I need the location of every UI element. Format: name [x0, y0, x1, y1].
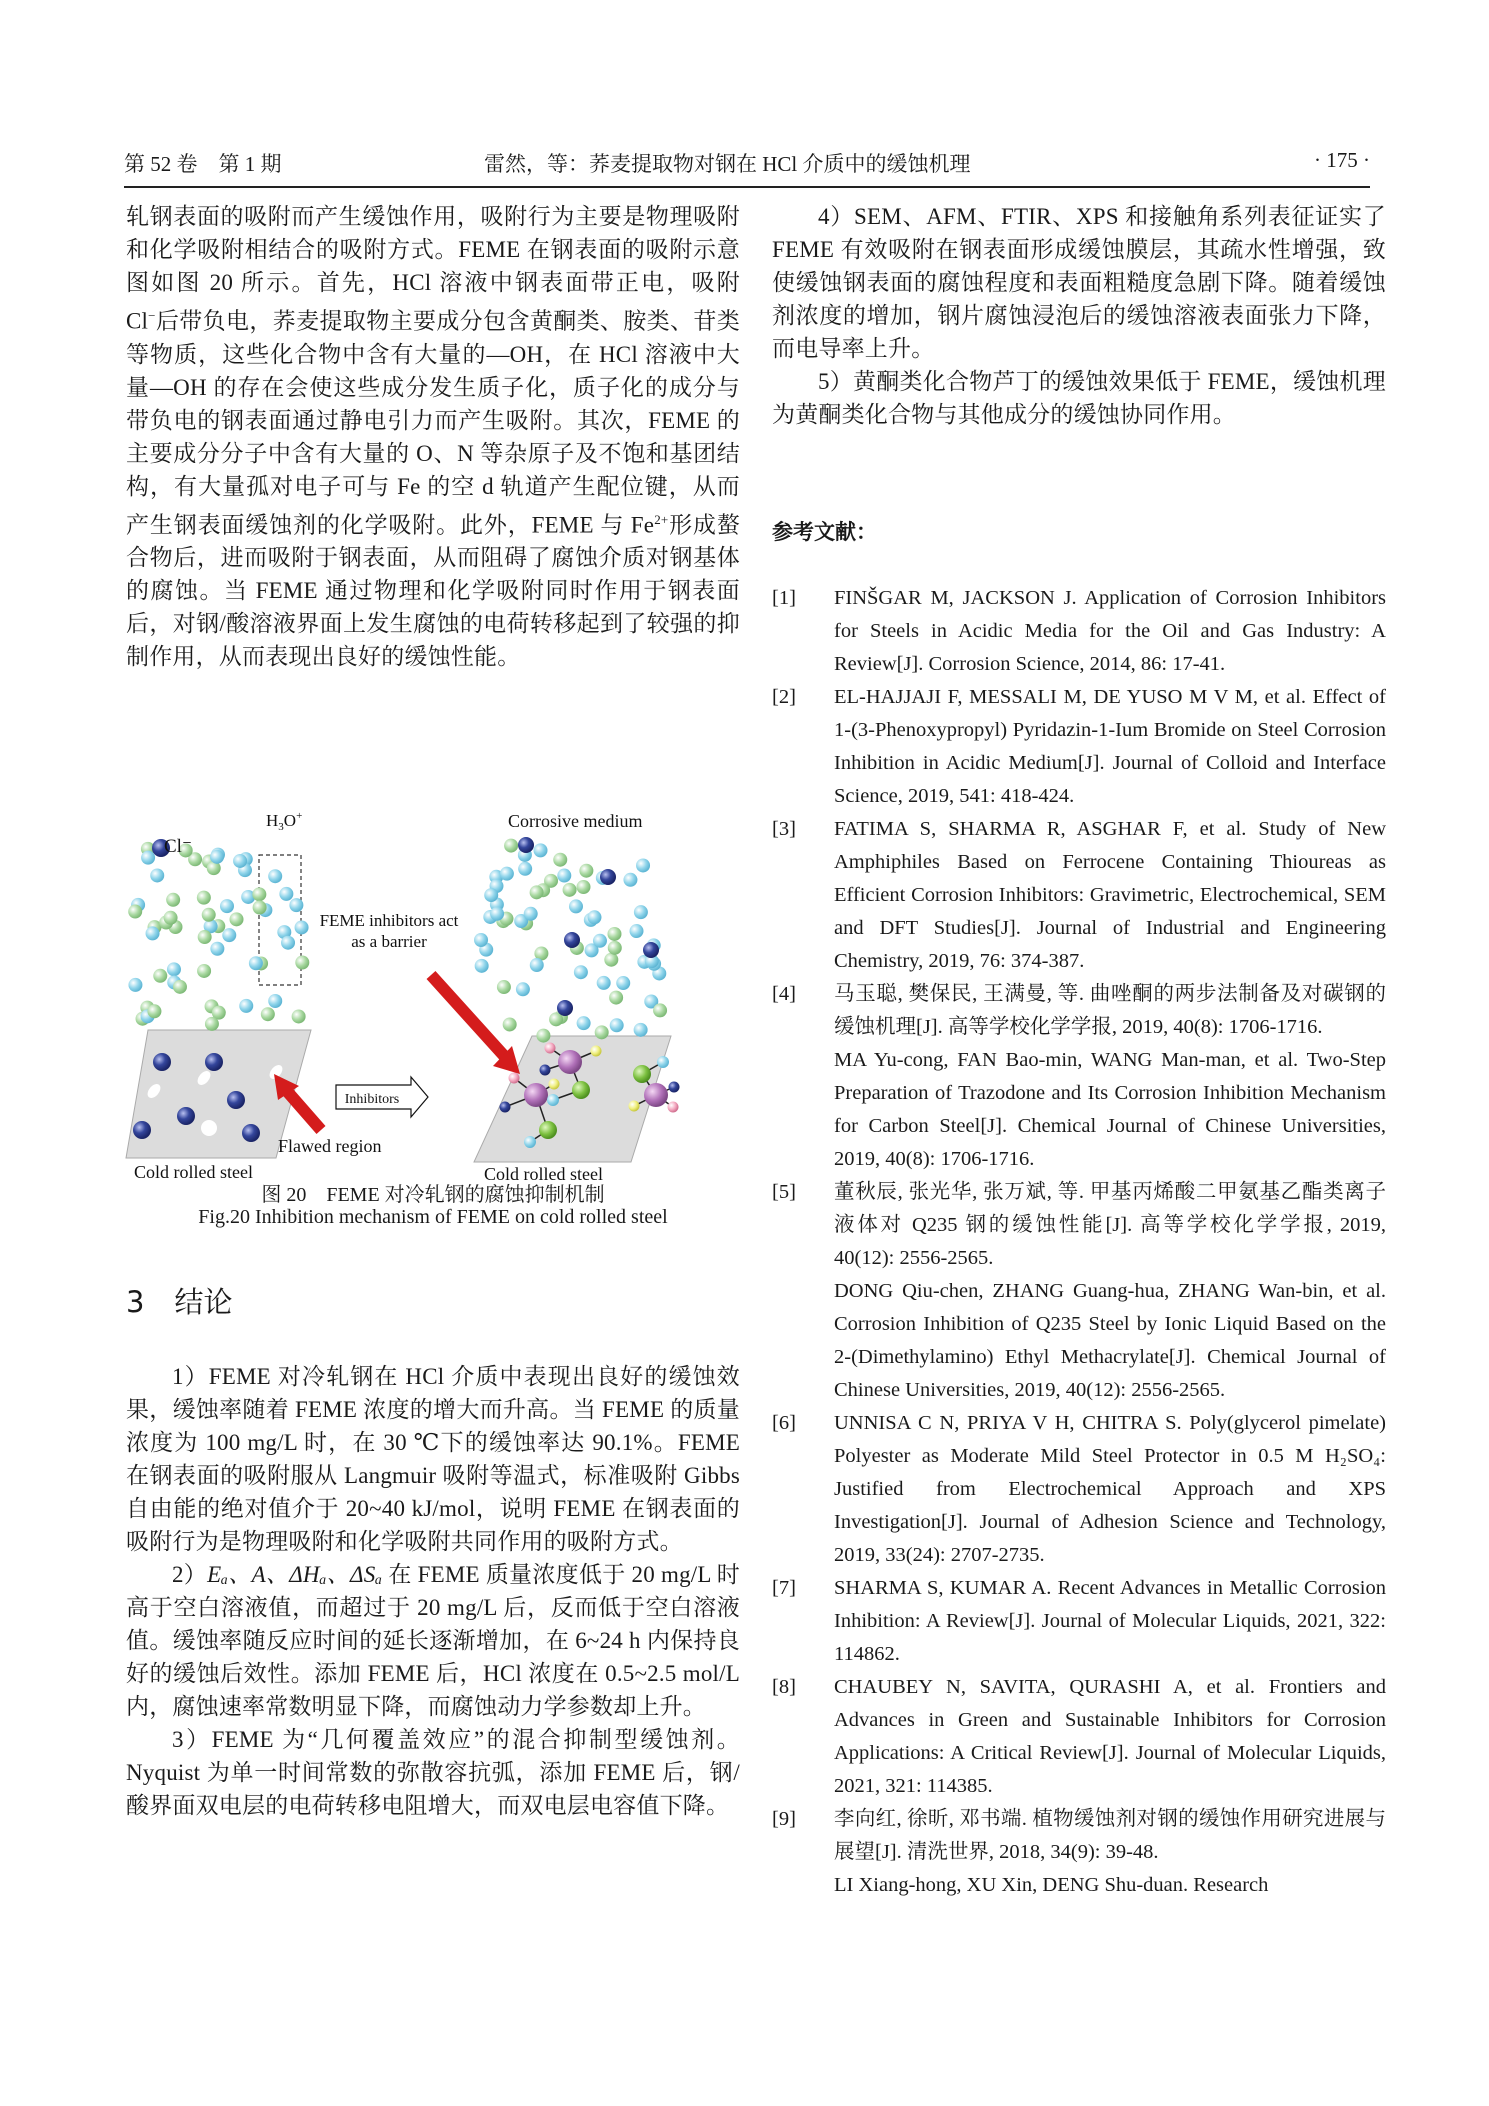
- hydronium-ion: [604, 953, 618, 967]
- section-number: 3: [126, 1285, 145, 1319]
- hydronium-ion: [261, 1007, 275, 1021]
- hydronium-ion: [146, 926, 160, 940]
- hydronium-ion: [563, 883, 577, 897]
- molecule-atom: [668, 1102, 679, 1113]
- molecule-center-atom: [558, 1050, 582, 1074]
- barrier-arrow-shaft: [431, 975, 506, 1058]
- hydronium-ion: [210, 942, 224, 956]
- hydronium-ion: [279, 887, 293, 901]
- hydronium-ion: [222, 928, 236, 942]
- volume-issue: 第 52 卷 第 1 期: [124, 152, 282, 176]
- hydronium-ion: [597, 976, 611, 990]
- reference-number: [9]: [772, 1808, 796, 1830]
- chloride-ion: [133, 1121, 151, 1139]
- header-divider: [124, 186, 1370, 188]
- hydronium-ion: [220, 899, 234, 913]
- reference-item: [772, 582, 1386, 681]
- reference-item: [772, 813, 1386, 978]
- hydronium-ion: [292, 1009, 306, 1023]
- figure-caption-cn: 图 20 FEME 对冷轧钢的腐蚀抑制机制: [261, 1184, 605, 1206]
- reference-number: [6]: [772, 1412, 796, 1434]
- molecule-atom: [500, 1102, 511, 1113]
- hydronium-ion: [239, 999, 253, 1013]
- flawed-region-arrow-shaft: [286, 1090, 321, 1130]
- molecule-atom: [524, 1136, 536, 1148]
- hydronium-label: $H_3O^+$: [266, 810, 303, 833]
- hydronium-ion: [484, 888, 498, 902]
- conclusion-5: 5）黄酮类化合物芦丁的缓蚀效果低于 FEME，缓蚀机理为黄酮类化合物与其他成分的缓蚀协同作用。: [772, 369, 1386, 427]
- superscript: −: [148, 308, 156, 323]
- left-column: [126, 200, 740, 673]
- list-marker: 2）: [172, 1562, 208, 1587]
- reference-text: FINŠGAR M, JACKSON J. Application of Corrosion Inhibitors for Steels in Acidic Media for the Oil and Gas Industry: A Review[J]. Corrosion Science, 2014, 86: 17-41.: [834, 587, 1386, 675]
- kinetic-variables: Eₐ、A、ΔHₐ、ΔSₐ: [207, 1562, 383, 1587]
- chloride-ion: [227, 1091, 245, 1109]
- hydronium-ion: [503, 1017, 517, 1031]
- flaw-spot: [201, 1120, 217, 1136]
- reference-text: UNNISA C N, PRIYA V H, CHITRA S. Poly(glycerol pimelate) Polyester as Moderate Mild Steel Protector in 0.5 M H₂SO₄: Justified from Electrochemical Approach and XPS Investigation[J]. Journal of Adhesion Science and Technology, 2019, 33(24): 2707-2735.: [834, 1412, 1386, 1566]
- molecule-atom: [657, 1056, 669, 1068]
- hydronium-ion: [536, 1029, 550, 1043]
- molecule-atom: [545, 1043, 556, 1054]
- reference-text-en: DONG Qiu-chen, ZHANG Guang-hua, ZHANG Wan-bin, et al. Corrosion Inhibition of Q235 Steel by Ionic Liquid Based on the 2-(Dimethylamino) Ethyl Methacrylate[J]. Chemical Journal of Chinese Universities, 2019, 40(12): 2556-2565.: [834, 1280, 1386, 1401]
- hydronium-ion: [295, 920, 309, 934]
- molecule-atom: [509, 1073, 520, 1084]
- chloride-ion: [205, 1053, 223, 1071]
- hydronium-ion: [128, 978, 142, 992]
- chloride-ion: [242, 1124, 260, 1142]
- barrier-label-line-1: FEME inhibitors act: [319, 911, 459, 930]
- hydronium-ion: [141, 851, 155, 865]
- hydronium-ion: [518, 862, 532, 876]
- molecule-atom: [540, 1065, 551, 1076]
- hydronium-ion: [230, 912, 244, 926]
- hydronium-ion: [574, 965, 588, 979]
- hydronium-ion: [623, 873, 637, 887]
- hydronium-ion: [153, 969, 167, 983]
- reference-number: [8]: [772, 1676, 796, 1698]
- reference-text: FATIMA S, SHARMA R, ASGHAR F, et al. Study of New Amphiphiles Based on Ferrocene Containing Thioureas as Efficient Corrosion Inhibitors: Gravimetric, Electrochemical, SEM and DFT Studies[J]. Journal of Industrial and Engineering Chemistry, 2019, 76: 374-387.: [834, 818, 1386, 972]
- hydronium-ion: [609, 991, 623, 1005]
- running-title: 雷然，等：荞麦提取物对钢在 HCl 介质中的缓蚀机理: [484, 152, 971, 176]
- reference-text: 马玉聪, 樊保民, 王满曼, 等. 曲唑酮的两步法制备及对碳钢的缓蚀机理[J]. 高等学校化学学报, 2019, 40(8): 1706-1716.: [834, 983, 1386, 1038]
- molecule-center-atom: [644, 1083, 668, 1107]
- hydronium-ion: [198, 930, 212, 944]
- hydronium-ion: [497, 980, 511, 994]
- conclusion-4: 4）SEM、AFM、FTIR、XPS 和接触角系列表征证实了 FEME 有效吸附在钢表面形成缓蚀膜层，其疏水性增强，致使缓蚀钢表面的腐蚀程度和表面粗糙度急剧下降。随着缓蚀剂浓度的增加，钢片腐蚀浸泡后的缓蚀溶液表面张力下降，而电导率上升。: [772, 204, 1386, 361]
- hydronium-ion: [474, 933, 488, 947]
- hydronium-ion: [164, 911, 178, 925]
- hydronium-ion: [530, 958, 544, 972]
- section-title: 结论: [174, 1285, 233, 1319]
- corrosive-medium-label: Corrosive medium: [508, 811, 643, 831]
- hydronium-ion: [210, 850, 224, 864]
- hydronium-ion: [197, 891, 211, 905]
- inhibition-mechanism-diagram: [126, 800, 740, 1184]
- hydronium-ion: [616, 976, 630, 990]
- reference-item: [772, 1803, 1386, 1902]
- reference-number: [2]: [772, 686, 796, 708]
- paragraph-text: 形成螯合物后，进而吸附于钢表面，从而阻碍了腐蚀介质对钢基体的腐蚀。当 FEME 通过物理和化学吸附同时作用于钢表面后，对钢/酸溶液界面上发生腐蚀的电荷转移起到了较强的抑制作用，从而表现出良好的缓蚀性能。: [126, 512, 740, 670]
- hydronium-ion: [295, 956, 309, 970]
- paragraph-text: 在 FEME 质量浓度低于 20 mg/L 时高于空白溶液值，而超过于 20 mg/L 后，反而低于空白溶液值。缓蚀率随反应时间的延长逐渐增加，在 6~24 h 内保持良好的缓蚀后效性。添加 FEME 后，HCl 浓度在 0.5~2.5 mol/L 内，腐蚀速率常数明显下降，而腐蚀动力学参数却上升。: [126, 1562, 740, 1719]
- hydronium-ion: [634, 905, 648, 919]
- body-paragraph: [126, 200, 740, 673]
- hydronium-ion: [516, 982, 530, 996]
- hydronium-ion: [579, 864, 593, 878]
- chloride-ion: [518, 837, 534, 853]
- barrier-label-line-2: as a barrier: [351, 932, 427, 951]
- hydronium-ion: [167, 962, 181, 976]
- reference-text-en: MA Yu-cong, FAN Bao-min, WANG Man-man, et al. Two-Step Preparation of Trazodone and Its Corrosion Inhibition Mechanism for Carbon Steel[J]. Chemical Journal of Chinese Universities, 2019, 40(8): 1706-1716.: [834, 1049, 1386, 1170]
- reference-text: EL-HAJJAJI F, MESSALI M, DE YUSO M V M, et al. Effect of 1-(3-Phenoxypropyl) Pyridazin-1-Ium Bromide on Steel Corrosion Inhibition in Acidic Medium[J]. Journal of Colloid and Interface Science, 2019, 541: 418-424.: [834, 686, 1386, 807]
- hydronium-ion: [524, 907, 538, 921]
- hydronium-ion: [475, 959, 489, 973]
- inhibitors-label: Inhibitors: [344, 1092, 400, 1107]
- hydronium-ion: [607, 927, 621, 941]
- molecule-center-atom: [524, 1083, 548, 1107]
- hydronium-ion: [593, 934, 607, 948]
- reference-item: [772, 1671, 1386, 1803]
- molecule-atom: [539, 1121, 557, 1139]
- hydronium-ion: [634, 1023, 648, 1037]
- reference-item: [772, 1176, 1386, 1407]
- ion-particles-left: [128, 842, 309, 1031]
- hydronium-ion: [504, 839, 518, 853]
- molecule-atom: [669, 1082, 680, 1093]
- paragraph-text: 轧钢表面的吸附而产生缓蚀作用，吸附行为主要是物理吸附和化学吸附相结合的吸附方式。FEME 在钢表面的吸附示意图如图 20 所示。首先，HCl 溶液中钢表面带正电，吸附 Cl: [126, 204, 740, 334]
- chloride-ion: [643, 942, 659, 958]
- hydronium-ion: [268, 994, 282, 1008]
- hydronium-ion: [577, 1016, 591, 1030]
- hydronium-ion: [653, 1003, 667, 1017]
- running-header: [124, 140, 1370, 182]
- hydronium-ion: [205, 1017, 219, 1031]
- reference-number: [7]: [772, 1577, 796, 1599]
- hydronium-ion: [268, 869, 282, 883]
- hydronium-ion: [595, 1025, 609, 1039]
- reference-text: 董秋辰, 张光华, 张万斌, 等. 甲基丙烯酸二甲氨基乙酯类离子液体对 Q235 钢的缓蚀性能[J]. 高等学校化学学报, 2019, 40(12): 2556-2565.: [834, 1181, 1386, 1269]
- page-number: · 175 ·: [1314, 148, 1370, 172]
- reference-number: [4]: [772, 983, 796, 1005]
- reference-item: [772, 1572, 1386, 1671]
- reference-number: [5]: [772, 1181, 796, 1203]
- section-heading: [126, 1280, 232, 1321]
- hydronium-ion: [289, 898, 303, 912]
- reference-text: SHARMA S, KUMAR A. Recent Advances in Metallic Corrosion Inhibition: A Review[J]. Journal of Molecular Liquids, 2021, 322: 114862.: [834, 1577, 1386, 1665]
- reference-text: 李向红, 徐昕, 邓书端. 植物缓蚀剂对钢的缓蚀作用研究进展与展望[J]. 清洗世界, 2018, 34(9): 39-48.: [834, 1808, 1386, 1863]
- reference-item: [772, 1407, 1386, 1572]
- hydronium-ion: [253, 900, 267, 914]
- conclusions-left: [126, 1360, 740, 1822]
- hydronium-ion: [173, 980, 187, 994]
- references-heading: 参考文献：: [772, 520, 877, 544]
- hydronium-ion: [576, 880, 590, 894]
- cold-rolled-steel-right-label: Cold rolled steel: [484, 1164, 603, 1184]
- figure-20: [126, 800, 740, 1184]
- chloride-ion: [564, 932, 580, 948]
- hydronium-ion: [490, 907, 504, 921]
- superscript: 2+: [654, 511, 669, 527]
- hydronium-ion: [147, 1004, 161, 1018]
- paragraph-text: 后带负电，荞麦提取物主要成分包含黄酮类、胺类、苷类等物质，这些化合物中含有大量的—OH，在 HCl 溶液中大量—OH 的存在会使这些成分发生质子化，质子化的成分与带负电的钢表面通过静电引力而产生吸附。其次，FEME 的主要成分分子中含有大量的 O、N 等杂原子及不饱和基团结构，有大量孤对电子可与 Fe 的空 d 轨道产生配位键，从而产生钢表面缓蚀剂的化学吸附。此外，FEME 与 Fe: [126, 308, 740, 538]
- conclusion-3: 3）FEME 为“几何覆盖效应”的混合抑制型缓蚀剂。Nyquist 为单一时间常数的弥散容抗弧，添加 FEME 后，钢/酸界面双电层的电荷转移电阻增大，而双电层电容值下降。: [126, 1727, 740, 1818]
- conclusion-1: 1）FEME 对冷轧钢在 HCl 介质中表现出良好的缓蚀效果，缓蚀率随着 FEME 浓度的增大而升高。当 FEME 的质量浓度为 100 mg/L 时，在 30 ℃下的缓蚀率达 90.1%。FEME 在钢表面的吸附服从 Langmuir 吸附等温式，标准吸附 Gibbs 自由能的绝对值介于 20~40 kJ/mol，说明 FEME 在钢表面的吸附行为是物理吸附和化学吸附共同作用的吸附方式。: [126, 1364, 740, 1554]
- hydronium-ion: [197, 964, 211, 978]
- molecule-atom: [549, 1079, 560, 1090]
- chloride-ion: [177, 1107, 195, 1125]
- molecule-atom: [633, 1065, 651, 1083]
- figure-caption-en: Fig.20 Inhibition mechanism of FEME on cold rolled steel: [198, 1206, 668, 1228]
- chloride-ion: [557, 1000, 573, 1016]
- reference-item: [772, 681, 1386, 813]
- chloride-label: Cl⁻: [164, 836, 192, 857]
- hydronium-ion: [610, 1018, 624, 1032]
- reference-number: [3]: [772, 818, 796, 840]
- hydronium-ion: [587, 910, 601, 924]
- hydronium-ion: [233, 854, 247, 868]
- hydronium-ion: [553, 853, 567, 867]
- hydronium-ion: [128, 905, 142, 919]
- reference-number: [1]: [772, 587, 796, 609]
- chloride-ion: [153, 1053, 171, 1071]
- flawed-region-label: Flawed region: [278, 1136, 382, 1156]
- reference-text: CHAUBEY N, SAVITA, QURASHI A, et al. Frontiers and Advances in Green and Sustainable Inhibitors for Corrosion Applications: A Critical Review[J]. Journal of Molecular Liquids, 2021, 321: 114385.: [834, 1676, 1386, 1797]
- hydronium-ion: [630, 924, 644, 938]
- hydronium-ion: [500, 867, 514, 881]
- hydronium-ion: [281, 936, 295, 950]
- cold-rolled-steel-left-label: Cold rolled steel: [134, 1162, 253, 1182]
- molecule-atom: [591, 1046, 602, 1057]
- right-column: [772, 200, 1386, 431]
- hydronium-ion: [150, 868, 164, 882]
- molecule-atom: [572, 1081, 590, 1099]
- hydronium-ion: [530, 885, 544, 899]
- reference-item: [772, 978, 1386, 1176]
- hydronium-ion: [557, 869, 571, 883]
- molecule-atom: [629, 1101, 640, 1112]
- reference-list: [772, 582, 1386, 1902]
- hydronium-ion: [249, 956, 263, 970]
- hydronium-ion: [166, 893, 180, 907]
- chloride-ion: [600, 869, 616, 885]
- molecule-atom: [547, 1094, 559, 1106]
- conclusion-2: [126, 1558, 740, 1723]
- ion-particles-right: [474, 837, 667, 1043]
- hydronium-ion: [569, 899, 583, 913]
- hydronium-ion: [252, 887, 266, 901]
- hydronium-ion: [202, 908, 216, 922]
- reference-text-en: LI Xiang-hong, XU Xin, DENG Shu-duan. Research: [834, 1874, 1269, 1896]
- hydronium-ion: [608, 941, 622, 955]
- hydronium-ion: [534, 843, 548, 857]
- hydronium-ion: [636, 858, 650, 872]
